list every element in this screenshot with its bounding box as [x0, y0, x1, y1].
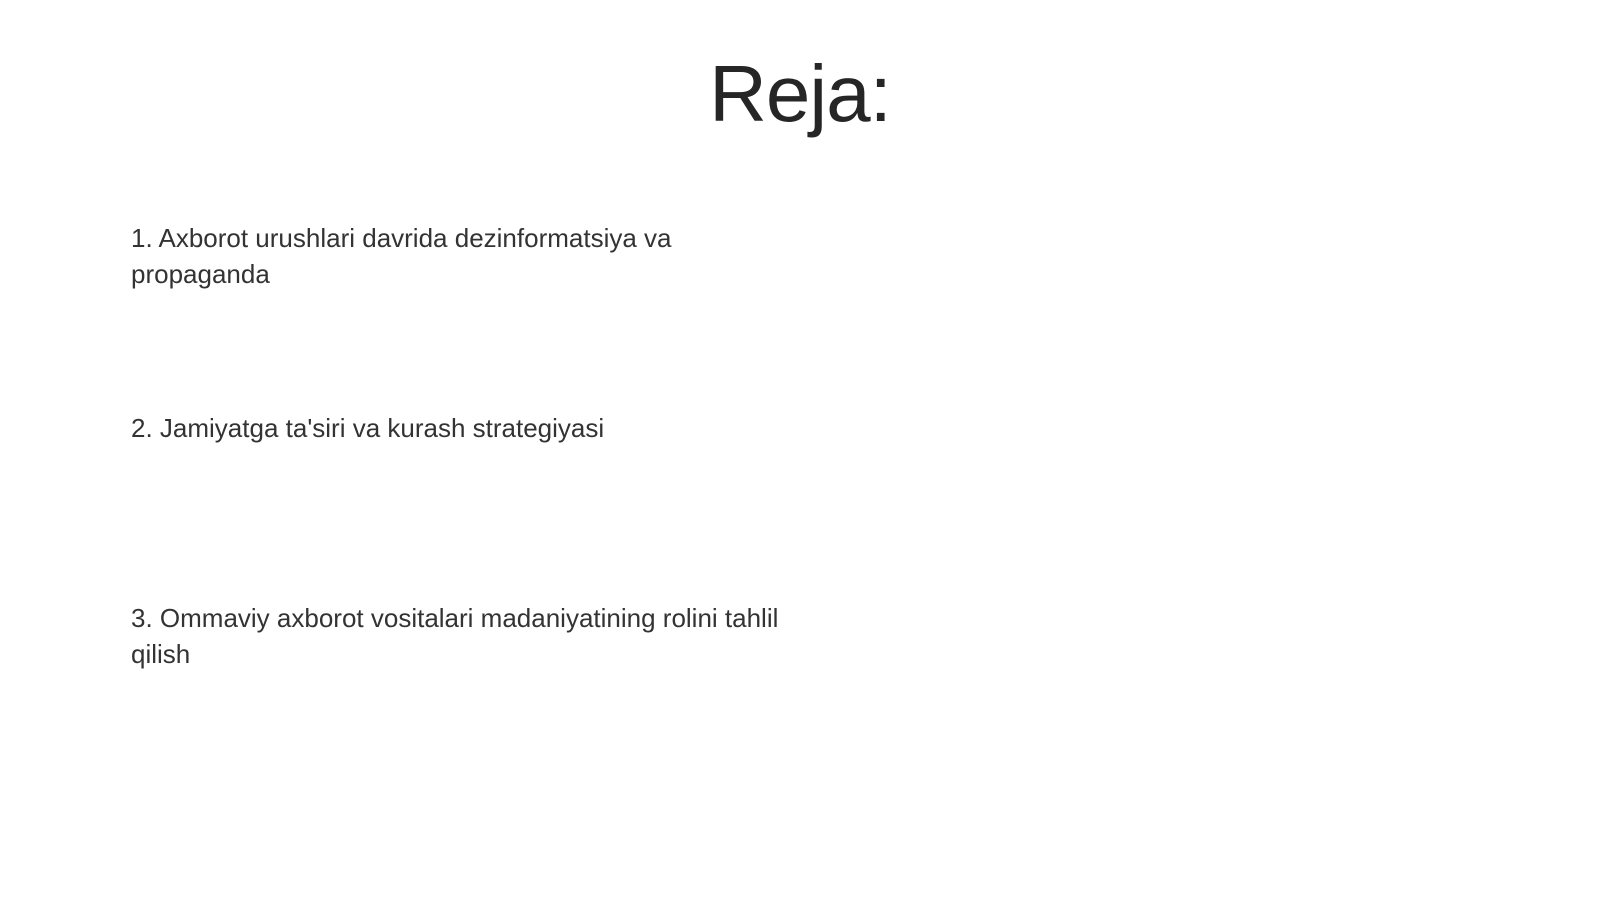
- plan-item-3: 3. Ommaviy axborot vositalari madaniyatining rolini tahlil qilish: [131, 603, 779, 669]
- plan-item-2: 2. Jamiyatga ta'siri va kurash strategiyasi: [131, 413, 605, 443]
- slide-title: Reja:: [709, 49, 891, 138]
- plan-item-1: 1. Axborot urushlari davrida dezinformatsiya va propaganda: [131, 223, 672, 289]
